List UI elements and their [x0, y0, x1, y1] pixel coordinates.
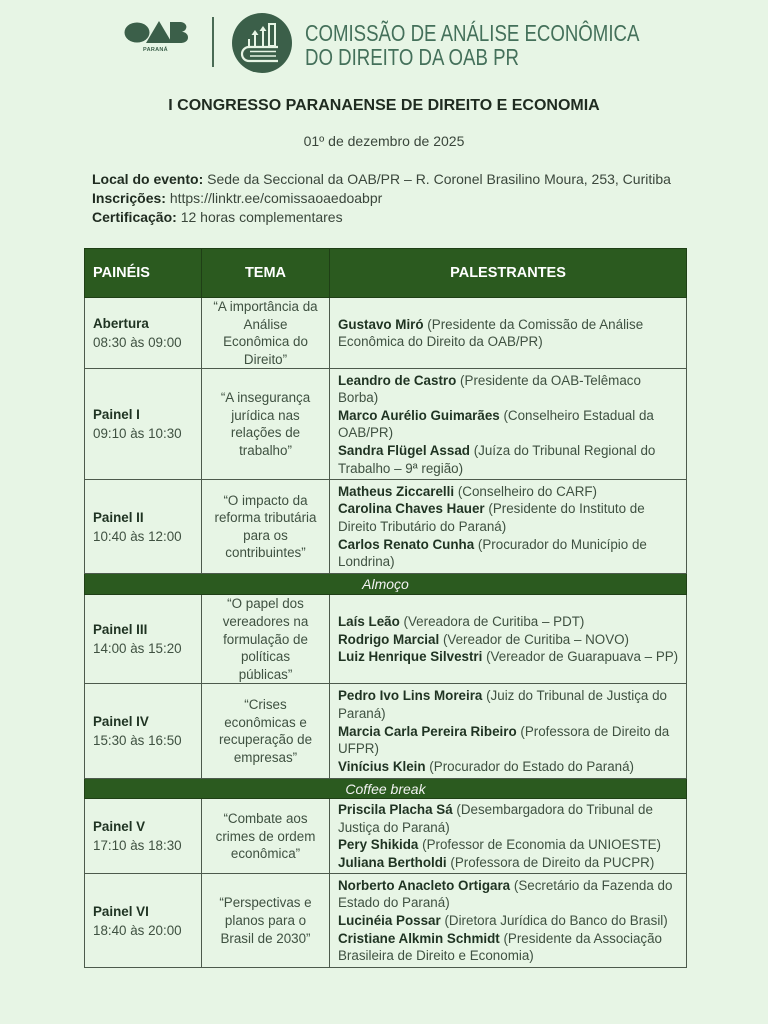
speaker-name: Luiz Henrique Silvestri	[338, 649, 483, 665]
speaker	[338, 836, 682, 854]
schedule-row-painel-iii	[85, 595, 687, 684]
speaker-name: Pedro Ivo Lins Moreira	[338, 688, 483, 704]
speaker-role: (Procurador do Estado do Paraná)	[429, 758, 634, 774]
panel-label: Painel VI	[93, 903, 149, 919]
commission-title-line1: COMISSÃO DE ANÁLISE ECONÔMICA	[305, 20, 640, 46]
panel-cell	[85, 480, 202, 574]
detail-label: Certificação:	[92, 209, 177, 225]
speaker	[338, 930, 682, 965]
speaker	[338, 372, 682, 407]
speaker-name: Matheus Ziccarelli	[338, 483, 455, 499]
panel-cell	[85, 874, 202, 968]
book-chart-icon	[232, 13, 292, 73]
theme-line: Análise	[243, 316, 288, 332]
theme-cell	[202, 595, 330, 684]
speakers-cell	[330, 684, 687, 779]
panel-time: 14:00 às 15:20	[93, 641, 182, 657]
speaker-role: (Conselheiro Estadual da OAB/PR)	[338, 407, 654, 441]
theme-line: políticas	[240, 649, 291, 665]
column-header-paineis: PAINÉIS	[85, 249, 202, 298]
panel-time: 15:30 às 16:50	[93, 733, 182, 749]
speaker-name: Norberto Anacleto Ortigara	[338, 877, 511, 893]
theme-line: públicas”	[238, 666, 293, 682]
theme-line: “O impacto da	[223, 492, 308, 508]
panel-label: Painel IV	[93, 714, 149, 730]
speakers-cell	[330, 874, 687, 968]
panel-time: 10:40 às 12:00	[93, 528, 182, 544]
theme-line: econômicas e	[224, 714, 307, 730]
speaker-role: (Professora de Direito da PUCPR)	[450, 854, 655, 870]
column-header-palestrantes: PALESTRANTES	[330, 249, 687, 298]
speaker	[338, 407, 682, 442]
speaker-role: (Vereador de Guarapuava – PP)	[486, 649, 679, 665]
speaker-role: (Professor de Economia da UNIOESTE)	[422, 837, 662, 853]
speaker-name: Gustavo Miró	[338, 316, 424, 332]
panel-cell	[85, 298, 202, 369]
speaker	[338, 877, 682, 912]
speaker	[338, 758, 682, 776]
speaker-role: (Conselheiro do CARF)	[457, 483, 598, 499]
speaker	[338, 648, 682, 666]
speakers-cell	[330, 480, 687, 574]
speakers-cell	[330, 298, 687, 369]
speakers-cell	[330, 369, 687, 480]
panel-label: Painel I	[93, 407, 140, 423]
panel-cell	[85, 595, 202, 684]
theme-line: Brasil de 2030”	[220, 930, 311, 946]
theme-line: “Combate aos	[223, 810, 308, 826]
theme-line: recuperação de	[218, 732, 313, 748]
speaker-role: (Desembargadora do Tribunal de Justiça do Paraná)	[338, 802, 653, 835]
theme-cell	[202, 684, 330, 779]
oab-logo-icon	[118, 18, 193, 48]
speakers-cell	[330, 799, 687, 874]
theme-line: contribuintes”	[225, 545, 306, 561]
schedule-table	[84, 248, 687, 968]
theme-line: “A insegurança	[220, 390, 311, 406]
speaker	[338, 316, 682, 351]
panel-label: Painel III	[93, 622, 148, 638]
event-certification	[92, 208, 732, 227]
speaker-name: Vinícius Klein	[338, 758, 426, 774]
theme-line: empresas”	[233, 749, 298, 765]
panel-cell	[85, 369, 202, 480]
speaker	[338, 723, 682, 758]
speaker-role: (Presidente da OAB-Telêmaco Borba)	[338, 372, 641, 406]
theme-cell	[202, 480, 330, 574]
speaker	[338, 500, 682, 535]
speaker-name: Sandra Flügel Assad	[338, 442, 470, 458]
theme-cell	[202, 799, 330, 874]
speaker-name: Lucinéia Possar	[338, 913, 441, 929]
panel-label: Abertura	[93, 316, 149, 332]
panel-cell	[85, 684, 202, 779]
speaker	[338, 442, 682, 477]
theme-line: formulação de	[223, 631, 308, 647]
schedule-row-painel-v	[85, 799, 687, 874]
detail-value: Sede da Seccional da OAB/PR – R. Coronel Brasilino Moura, 253, Curitiba	[207, 171, 671, 187]
speaker-role: (Diretora Jurídica do Banco do Brasil)	[444, 913, 668, 929]
break-label: Almoço	[85, 574, 687, 595]
theme-line: jurídica nas	[231, 407, 300, 423]
logo-divider	[212, 17, 214, 67]
break-label: Coffee break	[85, 779, 687, 799]
speaker-role: (Vereadora de Curitiba – PDT)	[403, 613, 585, 629]
speaker-name: Marcia Carla Pereira Ribeiro	[338, 723, 517, 739]
speaker-role: (Presidente do Instituto de Direito Tributário do Paraná)	[338, 501, 645, 535]
detail-label: Inscrições:	[92, 190, 166, 206]
speaker-role: (Vereador de Curitiba – NOVO)	[442, 631, 630, 647]
theme-line: para os	[243, 527, 288, 543]
schedule-row-abertura	[85, 298, 687, 369]
event-registration	[92, 189, 732, 208]
speaker-name: Laís Leão	[338, 613, 400, 629]
speaker-name: Pery Shikida	[338, 837, 419, 853]
speaker-role: (Juiz do Tribunal de Justiça do Paraná)	[338, 688, 667, 721]
detail-value: 12 horas complementares	[180, 209, 343, 225]
speaker	[338, 912, 682, 930]
speaker	[338, 483, 682, 501]
speaker-role: (Presidente da Comissão de Análise Econômica do Direito da OAB/PR)	[338, 316, 644, 350]
theme-line: reforma tributária	[214, 510, 317, 526]
panel-time: 08:30 às 09:00	[93, 335, 182, 351]
theme-line: vereadores na	[222, 613, 309, 629]
speaker	[338, 801, 682, 836]
event-title: I CONGRESSO PARANAENSE DE DIREITO E ECONOMIA	[168, 97, 600, 114]
speaker	[338, 631, 682, 649]
panel-time: 18:40 às 20:00	[93, 922, 182, 938]
oab-logo-subtext: PARANÁ	[143, 47, 168, 53]
speaker-name: Juliana Bertholdi	[338, 854, 447, 870]
schedule-row-painel-i	[85, 369, 687, 480]
detail-label: Local do evento:	[92, 171, 204, 187]
speaker-name: Cristiane Alkmin Schmidt	[338, 930, 500, 946]
theme-cell	[202, 369, 330, 480]
theme-line: planos para o	[224, 913, 307, 929]
schedule-row-painel-ii	[85, 480, 687, 574]
schedule-row-painel-vi	[85, 874, 687, 968]
speaker-name: Rodrigo Marcial	[338, 631, 440, 647]
event-details	[92, 170, 732, 227]
speaker-name: Leandro de Castro	[338, 372, 457, 388]
theme-line: “Crises	[244, 697, 287, 713]
table-header-row	[85, 249, 687, 298]
speaker	[338, 854, 682, 872]
panel-label: Painel V	[93, 819, 146, 835]
theme-line: crimes de ordem	[215, 828, 316, 844]
commission-title	[305, 21, 661, 69]
speaker-name: Priscila Placha Sá	[338, 802, 453, 818]
speaker-role: (Juíza do Tribunal Regional do Trabalho – 9ª região)	[338, 442, 656, 476]
theme-line: econômica”	[230, 846, 301, 862]
event-location	[92, 170, 732, 189]
theme-line: “Perspectivas e	[219, 895, 312, 911]
speaker-role: (Procurador do Município de Londrina)	[338, 536, 647, 570]
column-header-tema: TEMA	[202, 249, 330, 298]
speaker	[338, 687, 682, 722]
panel-label: Painel II	[93, 509, 144, 525]
speaker	[338, 613, 682, 631]
speaker-name: Carlos Renato Cunha	[338, 536, 475, 552]
speaker-role: (Professora de Direito da UFPR)	[338, 723, 670, 757]
schedule-row-break-almoco	[85, 574, 687, 595]
theme-cell	[202, 298, 330, 369]
theme-line: Direito”	[243, 351, 288, 367]
panel-cell	[85, 799, 202, 874]
panel-time: 09:10 às 10:30	[93, 426, 182, 442]
theme-line: Econômica do	[223, 334, 308, 350]
theme-line: relações de	[230, 425, 301, 441]
theme-cell	[202, 874, 330, 968]
speaker-role: (Secretário da Fazenda do Estado do Paraná)	[338, 877, 673, 911]
panel-time: 17:10 às 18:30	[93, 838, 182, 854]
theme-line: “A importância da	[213, 299, 318, 314]
registration-link[interactable]: https://linktr.ee/comissaoaedoabpr	[169, 190, 383, 206]
theme-line: trabalho”	[239, 442, 292, 458]
schedule-row-painel-iv	[85, 684, 687, 779]
speaker	[338, 536, 682, 571]
commission-title-line2: DO DIREITO DA OAB PR	[305, 44, 519, 70]
speaker-role: (Presidente da Associação Brasileira de Direito e Economia)	[338, 930, 663, 964]
speaker-name: Carolina Chaves Hauer	[338, 501, 485, 517]
speaker-name: Marco Aurélio Guimarães	[338, 407, 500, 423]
speakers-cell	[330, 595, 687, 684]
schedule-row-break-coffee	[85, 779, 687, 799]
theme-line: “O papel dos	[227, 596, 304, 612]
event-date: 01º de dezembro de 2025	[303, 133, 465, 149]
